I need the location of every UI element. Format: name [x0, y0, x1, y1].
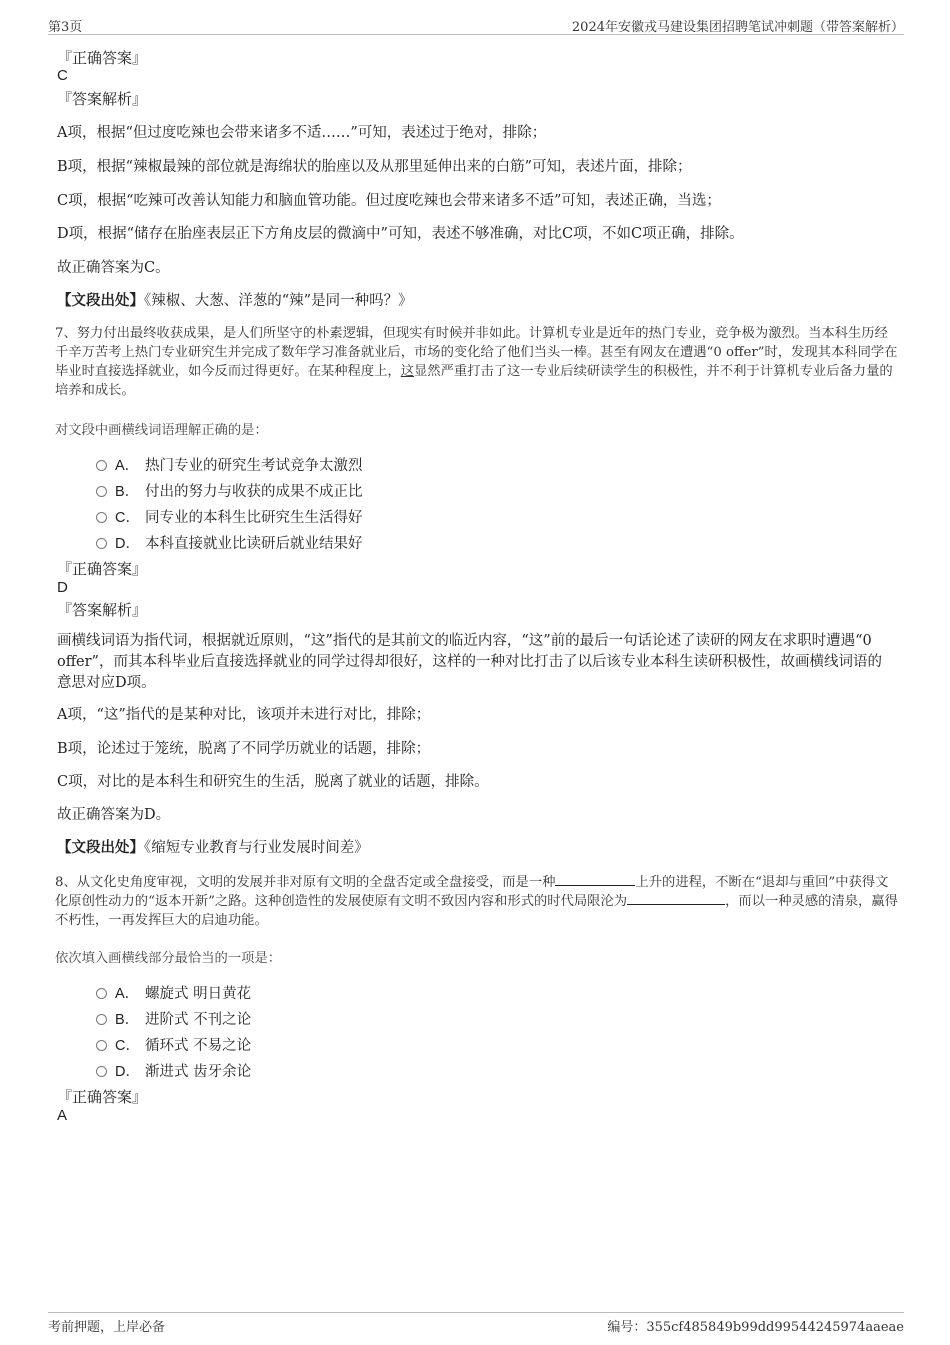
analysis-line: B项，论述过于笼统，脱离了不同学历就业的话题，排除；	[57, 741, 431, 757]
radio-icon[interactable]	[96, 460, 107, 471]
analysis-line: B项，根据“辣椒最辣的部位就是海绵状的胎座以及从那里延伸出来的白筋”可知，表述片面，排除；	[57, 159, 692, 175]
analysis-line: C项，根据“吃辣可改善认知能力和脑血管功能。但过度吃辣也会带来诸多不适”可知，表述正确，当选；	[57, 193, 721, 209]
radio-icon[interactable]	[96, 538, 107, 549]
document-title: 2024年安徽戎马建设集团招聘笔试冲刺题（带答案解析）	[571, 20, 904, 35]
option-a[interactable]: A． 螺旋式 明日黄花	[96, 982, 251, 1003]
correct-answer-label: 『正确答案』	[57, 49, 148, 67]
source-citation	[57, 836, 369, 857]
correct-answer-value: C	[57, 67, 68, 84]
analysis-line: A项，根据“但过度吃辣也会带来诸多不适……”可知，表述过于绝对，排除；	[57, 125, 547, 141]
source-citation	[57, 289, 413, 310]
fill-blank	[555, 873, 635, 886]
analysis-label: 『答案解析』	[57, 90, 148, 108]
radio-icon[interactable]	[96, 1014, 107, 1025]
page-footer	[48, 1312, 904, 1337]
source-tag: 【文段出处】	[57, 839, 144, 856]
option-b[interactable]: B． 进阶式 不刊之论	[96, 1008, 251, 1029]
correct-answer-label: 『正确答案』	[57, 1088, 148, 1106]
correct-answer-value: D	[57, 579, 68, 596]
question-8-prompt: 依次填入画横线部分最恰当的一项是：	[55, 951, 282, 966]
radio-icon[interactable]	[96, 512, 107, 523]
option-d[interactable]: D． 渐进式 齿牙余论	[96, 1060, 251, 1081]
question-7-prompt: 对文段中画横线词语理解正确的是：	[55, 423, 268, 438]
radio-icon[interactable]	[96, 1040, 107, 1051]
source-title: 《缩短专业教育与行业发展时间差》	[144, 840, 369, 856]
correct-answer-value: A	[57, 1107, 68, 1124]
option-c[interactable]: C． 循环式 不易之论	[96, 1034, 251, 1055]
footer-slogan: 考前押题，上岸必备	[48, 1320, 166, 1335]
fill-blank	[627, 892, 725, 905]
question-7-stem: 7、努力付出最终收获成果，是人们所坚守的朴素逻辑，但现实有时候并非如此。计算机专业是近年的热门专业，竞争极为激烈。当本科生历经千辛万苦考上热门专业研究生并完成了数年学习准备就业后，市场的变化给了他们当头一棒。甚至有网友在遭遇“0 offer”时，发现其本科同学在毕业时直接选择就业，如今反而过得更好。在某种程度上，这显然严重打击了这一专业后续研读学生的积极性，并不利于计算机专业后备力量的培养和成长。	[55, 326, 898, 398]
option-a[interactable]: A． 热门专业的研究生考试竞争太激烈	[96, 454, 363, 475]
analysis-label: 『答案解析』	[57, 601, 148, 619]
underlined-word: 这	[400, 364, 415, 379]
correct-answer-label: 『正确答案』	[57, 560, 148, 578]
analysis-conclusion: 故正确答案为C。	[57, 260, 170, 276]
radio-icon[interactable]	[96, 988, 107, 999]
analysis-line: D项，根据“储存在胎座表层正下方角皮层的微滴中”可知，表述不够准确，对比C项，不如C项正确，排除。	[57, 226, 744, 242]
source-tag: 【文段出处】	[57, 292, 144, 309]
page-number: 第3页	[48, 20, 83, 35]
radio-icon[interactable]	[96, 1066, 107, 1077]
source-title: 《辣椒、大葱、洋葱的“辣”是同一种吗？》	[144, 293, 413, 309]
analysis-line: C项，对比的是本科生和研究生的生活，脱离了就业的话题，排除。	[57, 774, 489, 790]
option-d[interactable]: D． 本科直接就业比读研后就业结果好	[96, 532, 363, 553]
analysis-conclusion: 故正确答案为D。	[57, 807, 171, 823]
question-8-stem: 8、从文化史角度审视，文明的发展并非对原有文明的全盘否定或全盘接受，而是一种 上升的进程，不断在“退却与重回”中获得文化原创性动力的“返本开新”之路。这种创造性的发展使原有文明不致因内容和形式的时代局限沦为 ，而以一种灵感的清泉，赢得不朽性，一再发挥巨大的启迪功能。	[55, 875, 898, 928]
analysis-paragraph: 画横线词语为指代词，根据就近原则，“这”指代的是其前文的临近内容，“这”前的最后一句话论述了读研的网友在求职时遭遇“0 offer”，而其本科毕业后直接选择就业的同学过得却很好，这样的一种对比打击了以后该专业本科生读研积极性，故画横线词语的意思对应D项。	[57, 633, 882, 691]
radio-icon[interactable]	[96, 486, 107, 497]
analysis-line: A项，“这”指代的是某种对比，该项并未进行对比，排除；	[57, 707, 431, 723]
option-c[interactable]: C． 同专业的本科生比研究生生活得好	[96, 506, 363, 527]
document-code: 编号：355cf485849b99dd99544245974aaeae	[607, 1320, 904, 1335]
option-b[interactable]: B． 付出的努力与收获的成果不成正比	[96, 480, 363, 501]
page-header	[48, 14, 904, 35]
